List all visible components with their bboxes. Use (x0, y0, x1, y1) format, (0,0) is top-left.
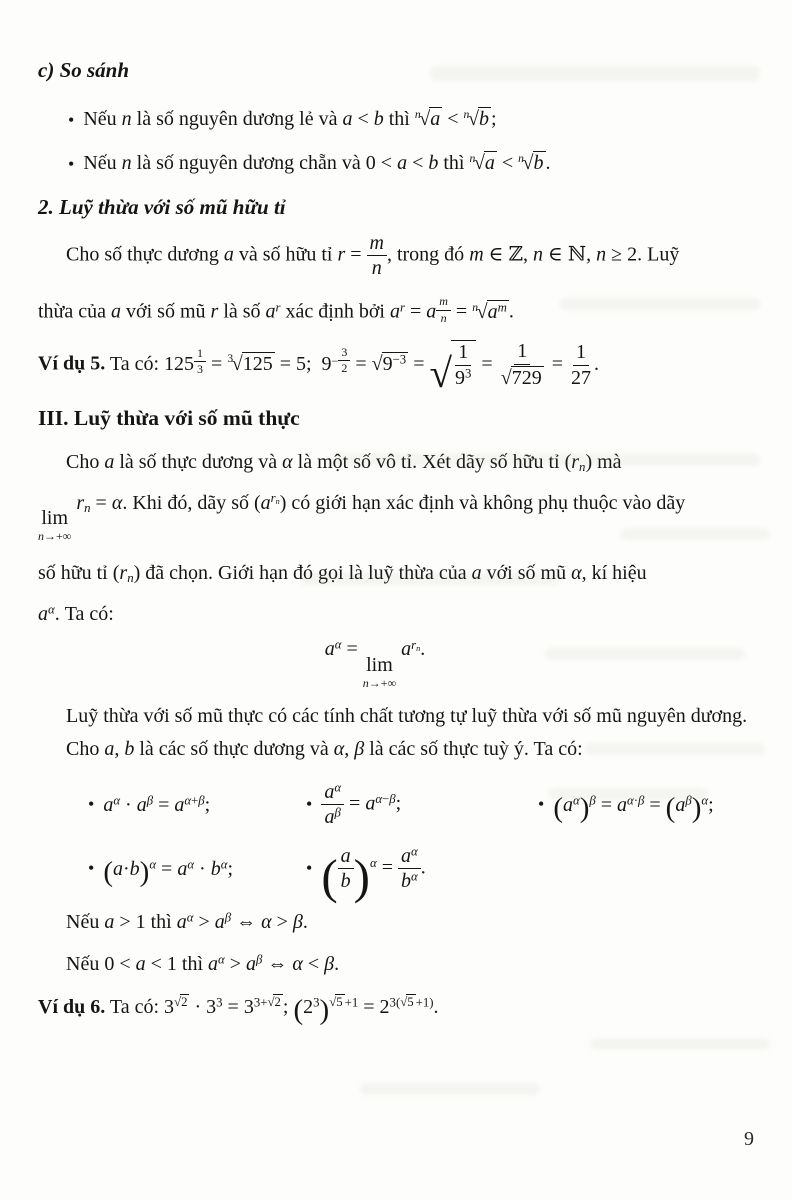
bullet-icon: • (88, 794, 95, 815)
property-quotient-base (306, 844, 426, 904)
bullet-icon: • (306, 857, 313, 878)
example-6-body: Ta có: $3^{√2} \cdot 3^3 = 3^{3+√2}$ ; $(2^3)^{√5 +1} = 2^{3(√5 +1)}$. (109, 993, 439, 1026)
example-6 (38, 993, 758, 1026)
heading-rational-exponent: 2. Luỹ thừa với số mũ hữu tỉ (38, 195, 286, 220)
property-product (88, 792, 306, 818)
real-paragraph-line-1: Cho a là số thực dương và α là một số vô tỉ. Xét dãy số hữu tỉ $(r_n)$ mà (66, 450, 622, 474)
real-paragraph-line-2: lim n→+∞ $r_n = \alpha$. Khi đó, dãy số $(a^{r_n})$ có giới hạn xác định và không phụ thuộc vào dãy (38, 491, 686, 544)
page-number: 9 (744, 1128, 754, 1150)
property-power-of-power-formula: $(a^\alpha)^\beta = a^{\alpha\cdot\beta} = (a^\beta)^\alpha$; (553, 791, 714, 824)
properties-row-1 (38, 781, 758, 829)
limit-definition-formula: $a^\alpha$ = lim n→+∞ $a^{r_n}$. (324, 638, 426, 690)
example-5-body: Ta có: 125 $^{\frac{1}{3}}$ = $^3$√125 = 5; $9^{- \frac{3}{2}}$ = $√9^{-3}$ = √ $\frac{1}{9^3}$ = $\frac{1}{√729}$ = $\frac{1}{27}$ . (109, 340, 599, 396)
properties-row-2 (38, 844, 758, 904)
real-paragraph-line-4: $a^\alpha$. Ta có: (38, 603, 114, 626)
comparison-bullet-even (38, 150, 758, 177)
property-product-formula: $a^\alpha \cdot a^\beta = a^{\alpha+\beta}$; (103, 793, 211, 816)
bullet-icon: • (538, 794, 545, 815)
comparison-bullet-odd-text: Nếu n là số nguyên dương lẻ và a < b thì $^n$√a < $^n$√b ; (83, 108, 497, 131)
property-product-base-formula: $(a\cdot b)^\alpha = a^\alpha \cdot b^\alpha$; (103, 855, 233, 888)
property-power-of-power (538, 791, 714, 824)
bleedthrough-smudge (360, 1083, 540, 1095)
example-5 (38, 340, 758, 396)
bullet-icon: • (68, 153, 75, 174)
bullet-icon: • (68, 109, 75, 130)
property-quotient-base-formula: ( $\frac{a}{b}$ )$^\alpha$ = $\frac{a^\alpha}{b^\alpha}$ . (321, 844, 426, 904)
monotonic-note-greater: Nếu a > 1 thì $a^\alpha > a^\beta$ ⇔ α > β. (66, 910, 308, 933)
properties-intro-line-1: Luỹ thừa với số mũ thực có các tính chất tương tự luỹ thừa với số mũ nguyên dương. (66, 704, 748, 727)
properties-intro-line-2: Cho a, b là các số thực dương và α, β là các số thực tuỳ ý. Ta có: (66, 737, 583, 760)
property-product-base (88, 855, 306, 888)
bullet-icon: • (306, 794, 313, 815)
property-quotient-formula: $\frac{a^\alpha}{a^\beta}$ = $a^{\alpha-\beta}$; (321, 781, 401, 829)
real-paragraph-line-3: số hữu tỉ $(r_n)$ đã chọn. Giới hạn đó gọi là luỹ thừa của a với số mũ α, kí hiệu (38, 562, 647, 586)
example-6-label: Ví dụ 6. (38, 995, 106, 1018)
monotonic-note-less: Nếu 0 < a < 1 thì $a^\alpha > a^\beta$ ⇔ α < β. (66, 952, 340, 975)
comparison-bullet-odd (38, 106, 758, 133)
property-quotient (306, 781, 538, 829)
rational-paragraph-line-1: Cho số thực dương a và số hữu tỉ r = $\frac{m}{n}$ , trong đó m ∈ ℤ, n ∈ ℕ, n ≥ 2. Luỹ (66, 231, 680, 280)
rational-paragraph-line-2: thừa của a với số mũ r là số $a^r$ xác định bởi $a^r = a$ $^{\frac{m}{n}}$ = $^n√a^m$ . (38, 294, 514, 325)
bleedthrough-smudge (590, 1038, 770, 1050)
heading-real-exponent: III. Luỹ thừa với số mũ thực (38, 405, 300, 430)
example-5-label: Ví dụ 5. (38, 352, 106, 375)
heading-comparison: c) So sánh (38, 58, 130, 82)
comparison-bullet-even-text: Nếu n là số nguyên dương chẵn và 0 < a < b thì $^n$√a < $^n$√b . (83, 152, 551, 175)
bullet-icon: • (88, 857, 95, 878)
